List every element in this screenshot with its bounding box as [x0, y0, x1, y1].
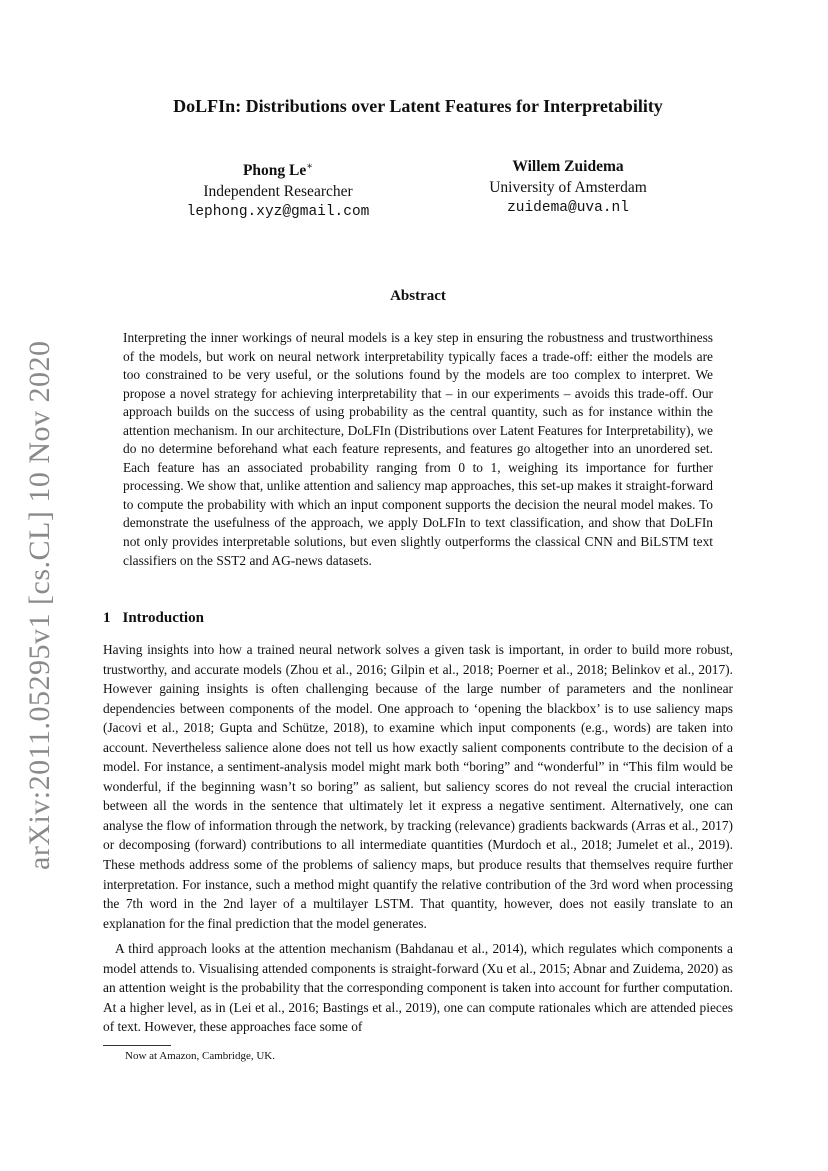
section-title: Introduction — [122, 610, 204, 626]
author-block-1 — [148, 156, 408, 223]
intro-paragraph-1: Having insights into how a trained neural network solves a given task is important, in order to build more robust, trustworthy, and accurate models (Zhou et al., 2016; Gilpin et al., 2018; Poerner et al., 2018; Belinkov et al., 2017). However gaining insights is often challenging because of the large number of parameters and the nonlinear dependencies between components of the model. One approach to ‘opening the blackbox’ is to use saliency maps (Jacovi et al., 2018; Gupta and Schütze, 2018), to examine which input components (e.g., words) are taken into account. Nevertheless salience alone does not tell us how exactly salient components contribute to the decision of a model. For instance, a sentiment-analysis model might mark both “boring” and “wonderful” in “This film would be wonderful, if the beginning wasn’t so boring” as salient, but saliency scores do not reveal the crucial interaction between all the words in the sentence that ultimately let it express a negative sentiment. Alternatively, one can analyse the flow of information through the network, by tracking (relevance) gradients backwards (Arras et al., 2017) or decomposing (forward) contributions to all intermediate quantities (Murdoch et al., 2018; Jumelet et al., 2019). These methods address some of the problems of saliency maps, but produce results that themselves require further interpretation. For instance, such a method might quantify the relative contribution of the 3rd word when processing the 7th word in the 2nd layer of a multilayer LSTM. That quantity, however, does not easily translate to an explanation for the final prediction that the model generates. — [103, 642, 733, 931]
footnote-divider — [103, 1045, 171, 1046]
section-heading — [103, 610, 204, 627]
abstract-body: Interpreting the inner workings of neural models is a key step in ensuring the robustness and trustworthiness of the models, but work on neural network interpretability typically faces a trade-off: either the models are too constrained to be very useful, or the solutions found by the models are too complex to interpret. We propose a novel strategy for achieving interpretability that – in our experiments – avoids this trade-off. Our approach builds on the success of using probability as the central quantity, such as for instance within the attention mechanism. In our architecture, DoLFIn (Distributions over Latent Features for Interpretability), we do no determine beforehand what each feature represents, and features go altogether into an unordered set. Each feature has an associated probability ranging from 0 to 1, weighing its importance for further processing. We show that, unlike attention and saliency map approaches, this set-up makes it straight-forward to compute the probability with which an input component supports the decision the neural model makes. To demonstrate the usefulness of the approach, we apply DoLFIn to text classification, and show that DoLFIn not only provides interpretable solutions, but even slightly outperforms the classical CNN and BiLSTM text classifiers on the SST2 and AG-news datasets. — [123, 330, 713, 568]
author-affiliation: Independent Researcher — [203, 183, 353, 201]
footnote-mark: ∗ — [306, 161, 314, 172]
abstract-heading: Abstract — [390, 288, 446, 304]
author-name: Phong Le∗ — [242, 161, 314, 180]
paper-title: DoLFIn: Distributions over Latent Features for Interpretability — [173, 96, 663, 116]
author-affiliation: University of Amsterdam — [489, 179, 647, 196]
footnote: Now at Amazon, Cambridge, UK. — [125, 1050, 275, 1062]
section-number: 1 — [103, 610, 111, 626]
author-email: zuidema@uva.nl — [507, 200, 629, 216]
intro-paragraph-2: A third approach looks at the attention mechanism (Bahdanau et al., 2014), which regulates which components a model attends to. Visualising attended components is straight-forward (Xu et al., 2015; Abnar and Zuidema, 2020) as an attention weight is the probability that the corresponding component is taken into account for further computation. At a higher level, as in (Lei et al., 2016; Bastings et al., 2019), one can compute rationales which are attended pieces of text. However, these approaches face some of — [103, 941, 733, 1035]
arxiv-identifier-stamp: arXiv:2011.05295v1 [cs.CL] 10 Nov 2020 — [23, 340, 56, 870]
author-name: Willem Zuidema — [512, 158, 624, 175]
author-email: lephong.xyz@gmail.com — [186, 204, 370, 221]
author-block-2 — [448, 156, 688, 219]
